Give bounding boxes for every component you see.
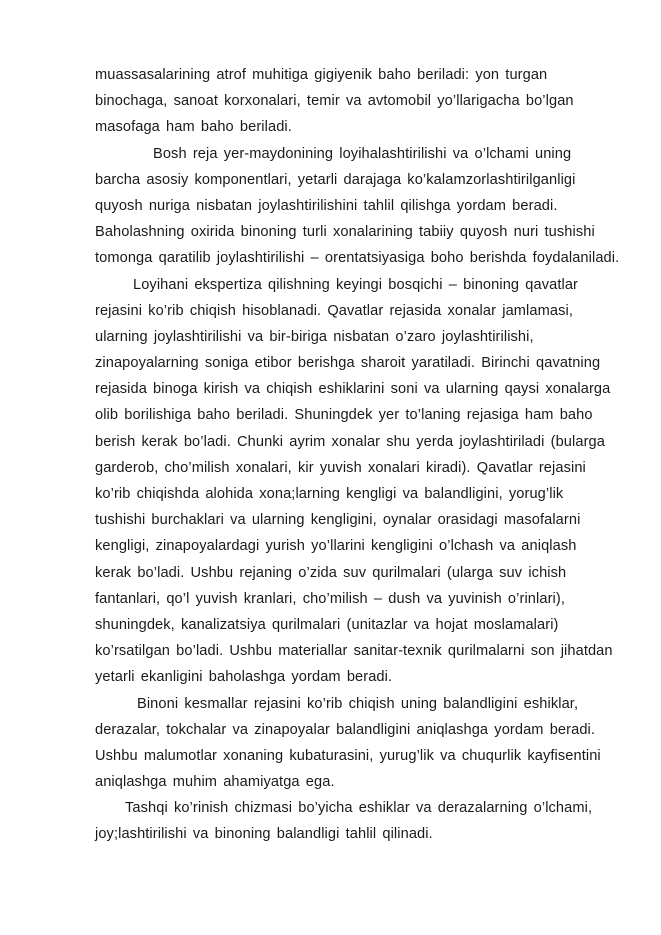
text-line: kengligi, zinapoyalardagi yurish yo’llarini kengligini o’lchash va aniqlash (95, 538, 577, 555)
text-line: berish kerak bo’ladi. Chunki ayrim xonalar shu yerda joylashtiriladi (bularga (95, 433, 605, 450)
paragraph-start-line: Loyihani ekspertiza qilishning keyingi bosqichi – binoning qavatlar (133, 276, 578, 293)
text-line: barcha asosiy komponentlari, yetarli darajaga ko’kalamzorlashtirilganligi (95, 171, 576, 188)
text-line: tushishi burchaklari va ularning kengligini, oynalar orasidagi masofalarni (95, 512, 581, 529)
text-line: shuningdek, kanalizatsiya qurilmalari (unitazlar va hojat moslamalari) (95, 616, 559, 633)
paragraph-start-line: Binoni kesmallar rejasini ko’rib chiqish uning balandligini eshiklar, (137, 695, 579, 712)
text-line: yetarli ekanligini baholashga yordam beradi. (95, 669, 393, 686)
text-line: ko’rib chiqishda alohida xona;larning kengligi va balandligini, yorug’lik (95, 486, 564, 502)
text-line: rejasida binoga kirish va chiqish eshiklarini soni va ularning qaysi xonalarga (95, 381, 611, 398)
paragraph-start-line: Tashqi ko’rinish chizmasi bo’yicha eshiklar va derazalarning o’lchami, (125, 800, 593, 817)
text-line: derazalar, tokchalar va zinapoyalar balandligini aniqlashga yordam beradi. (95, 721, 596, 738)
text-line: quyosh nuriga nisbatan joylashtirilishini tahlil qilishga yordam beradi. (95, 197, 558, 214)
text-line: ko’rsatilgan bo’ladi. Ushbu materiallar sanitar-texnik qurilmalarni son jihatdan (95, 643, 613, 660)
text-line: muassasalarining atrof muhitiga gigiyenik baho beriladi: yon turgan (95, 67, 548, 83)
text-line: tomonga qaratilib joylashtirilishi – orentatsiyasiga boho berishda foydalaniladi. (95, 250, 620, 267)
text-line: zinapoyalarning soniga etibor berishga sharoit yaratiladi. Birinchi qavatning (95, 355, 601, 372)
text-line: aniqlashga muhim ahamiyatga ega. (95, 774, 335, 791)
text-line: Ushbu malumotlar xonaning kubaturasini, yurug’lik va chuqurlik kayfisentini (95, 747, 601, 764)
document-body (95, 62, 625, 848)
text-line: fantanlari, qo’l yuvish kranlari, cho’milish – dush va yuvinish o’rinlari), (95, 590, 565, 607)
text-line: binochaga, sanoat korxonalari, temir va avtomobil yo’llarigacha bo’lgan (95, 93, 574, 110)
text-line: olib borilishiga baho beriladi. Shuningdek yer to’laning rejasiga ham baho (95, 407, 593, 424)
text-line: garderob, cho’milish xonalari, kir yuvish xonalari kiradi). Qavatlar rejasini (95, 459, 586, 476)
paragraph-start-line: Bosh reja yer-maydonining loyihalashtirilishi va o’lchami uning (153, 145, 572, 162)
text-line: masofaga ham baho beriladi. (95, 119, 292, 136)
text-line: ularning joylashtirilishi va bir-biriga nisbatan o’zaro joylashtirilishi, (95, 328, 534, 345)
text-line: joy;lashtirilishi va binoning balandligi tahlil qilinadi. (95, 826, 433, 843)
text-line: kerak bo’ladi. Ushbu rejaning o’zida suv qurilmalari (ularga suv ichish (95, 564, 567, 581)
text-line: rejasini ko’rib chiqish hisoblanadi. Qavatlar rejasida xonalar jamlamasi, (95, 302, 573, 319)
text-line: Baholashning oxirida binoning turli xonalarining tabiiy quyosh nuri tushishi (95, 224, 595, 241)
